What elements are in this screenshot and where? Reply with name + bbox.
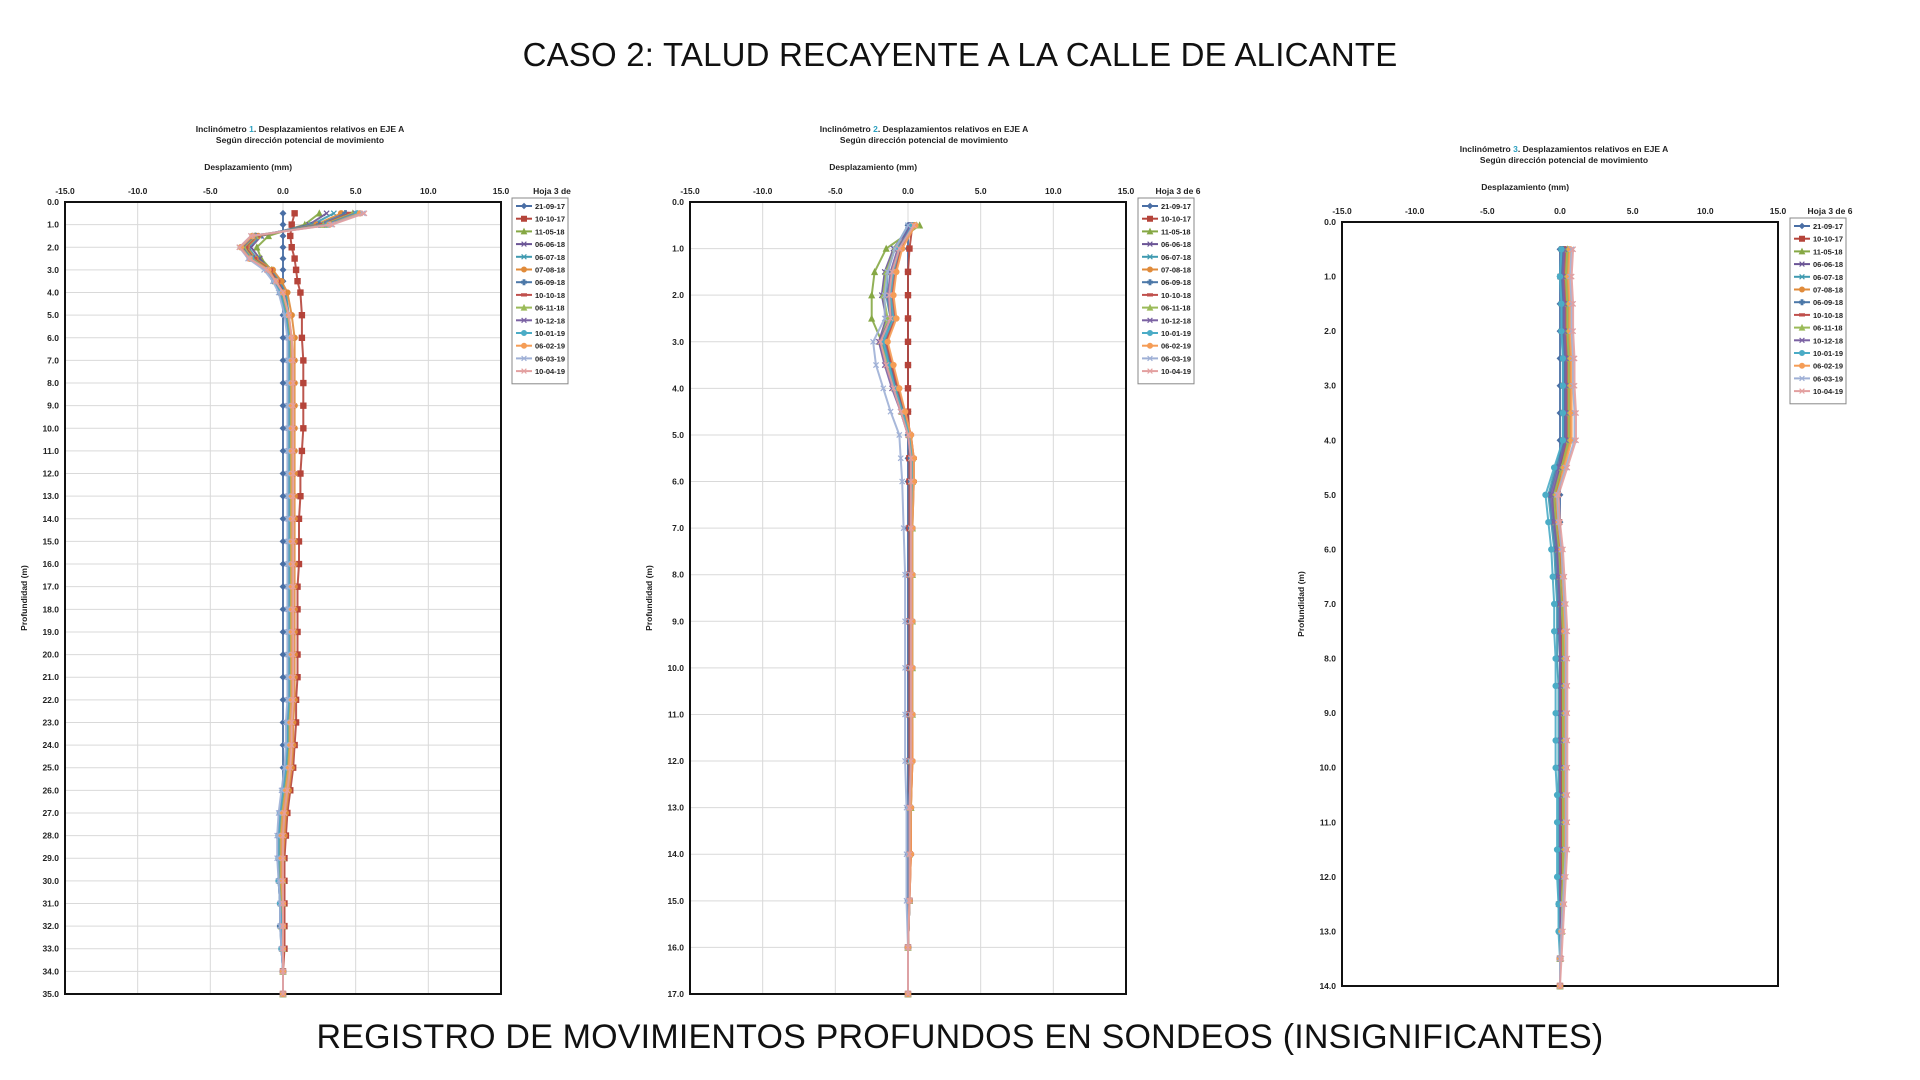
series-point xyxy=(288,233,293,238)
series-point xyxy=(1559,329,1564,334)
x-tick-label: -10.0 xyxy=(752,186,773,196)
chart-subtitle: Según dirección potencial de movimiento xyxy=(1479,155,1649,165)
y-tick-label: 8.0 xyxy=(47,378,59,389)
series-point xyxy=(907,246,912,251)
series-line xyxy=(241,213,360,994)
sheet-label: Hoja 3 de xyxy=(533,186,571,196)
legend-marker xyxy=(1148,343,1153,348)
x-tick-label: 5.0 xyxy=(1626,206,1639,216)
y-tick-label: 11.0 xyxy=(42,445,59,456)
x-tick-label: 5.0 xyxy=(974,186,987,196)
y-tick-label: 10.0 xyxy=(42,423,59,434)
legend-label: 06-11-18 xyxy=(1813,323,1843,333)
chart-title-prefix: Inclinómetro xyxy=(819,124,874,134)
y-tick-label: 15.0 xyxy=(667,895,684,906)
series-point xyxy=(289,245,294,250)
legend-label: 06-11-18 xyxy=(535,303,565,313)
legend-marker xyxy=(522,267,527,272)
series-point xyxy=(317,211,322,216)
legend-label: 10-12-18 xyxy=(535,316,566,326)
legend-label: 10-10-18 xyxy=(1161,290,1192,300)
chart-title xyxy=(820,124,1029,134)
series-point xyxy=(894,316,899,321)
y-tick-label: 34.0 xyxy=(42,966,59,977)
y-tick-label: 0.0 xyxy=(47,197,59,207)
y-tick-label: 30.0 xyxy=(42,875,59,886)
series-point xyxy=(1553,765,1558,770)
series-point xyxy=(1557,274,1562,279)
y-tick-label: 3.0 xyxy=(672,336,684,347)
y-tick-label: 2.0 xyxy=(672,290,684,301)
x-tick-label: 0.0 xyxy=(277,186,289,196)
y-tick-label: 33.0 xyxy=(42,943,59,954)
series-point xyxy=(292,256,297,261)
legend-label: 21-09-17 xyxy=(1161,202,1192,211)
y-tick-label: 8.0 xyxy=(1324,653,1336,664)
legend-label: 06-02-19 xyxy=(1813,361,1844,371)
series-point xyxy=(293,267,298,272)
series-point xyxy=(1559,247,1564,252)
series-point xyxy=(280,256,285,261)
series-point xyxy=(869,293,874,298)
sheet-label: Hoja 3 de 6 xyxy=(1155,186,1201,196)
legend-label: 06-07-18 xyxy=(535,252,566,262)
legend-label: 10-10-17 xyxy=(1813,234,1844,244)
series-point xyxy=(298,494,303,499)
y-tick-label: 13.0 xyxy=(667,802,684,813)
series-point xyxy=(298,290,303,295)
y-tick-label: 11.0 xyxy=(1319,817,1336,828)
legend-label: 06-06-18 xyxy=(1813,260,1844,270)
y-tick-label: 16.0 xyxy=(42,559,59,570)
y-tick-label: 14.0 xyxy=(42,513,59,524)
legend-marker xyxy=(522,216,527,221)
x-tick-label: 10.0 xyxy=(1697,206,1714,216)
chart-title xyxy=(1460,144,1669,154)
legend-label: 06-06-18 xyxy=(1161,240,1192,250)
y-tick-label: 11.0 xyxy=(667,709,684,720)
legend-label: 21-09-17 xyxy=(1813,222,1844,231)
series-point xyxy=(1553,711,1558,716)
series-point xyxy=(292,211,297,216)
y-tick-label: 17.0 xyxy=(42,581,59,592)
y-tick-label: 2.0 xyxy=(1324,326,1336,337)
y-tick-label: 18.0 xyxy=(42,604,59,615)
sheet-label: Hoja 3 de 6 xyxy=(1807,206,1853,216)
y-tick-label: 6.0 xyxy=(672,476,684,487)
y-tick-label: 4.0 xyxy=(47,287,59,298)
legend-marker xyxy=(522,294,527,296)
legend-label: 10-01-19 xyxy=(1813,349,1844,358)
y-tick-label: 16.0 xyxy=(667,942,684,953)
y-tick-label: 17.0 xyxy=(667,989,684,999)
y-tick-label: 7.0 xyxy=(47,355,59,366)
series-point xyxy=(299,313,304,318)
y-tick-label: 21.0 xyxy=(42,672,59,683)
y-axis-label: Profundidad (m) xyxy=(1296,571,1306,637)
legend-label: 10-01-19 xyxy=(535,329,566,338)
legend-marker xyxy=(1148,331,1153,336)
x-axis-label: Desplazamiento (mm) xyxy=(204,162,293,172)
legend-label: 11-05-18 xyxy=(535,227,565,237)
x-tick-label: 0.0 xyxy=(1554,206,1566,216)
y-tick-label: 12.0 xyxy=(1319,871,1336,882)
x-tick-label: -15.0 xyxy=(1332,206,1352,216)
series-point xyxy=(1546,520,1551,525)
series-point xyxy=(905,316,910,321)
chart-title-number: 2 xyxy=(873,124,878,134)
y-axis-label: Profundidad (m) xyxy=(644,565,654,631)
legend-label: 10-10-17 xyxy=(535,214,566,224)
y-tick-label: 14.0 xyxy=(667,849,684,860)
legend-label: 06-11-18 xyxy=(1161,303,1191,313)
legend-marker xyxy=(1800,351,1805,356)
legend-label: 06-03-19 xyxy=(1813,374,1844,384)
y-tick-label: 4.0 xyxy=(672,383,684,394)
y-tick-label: 9.0 xyxy=(1324,708,1336,719)
y-tick-label: 5.0 xyxy=(1324,489,1336,500)
x-tick-label: -10.0 xyxy=(127,186,148,196)
series-point xyxy=(1560,383,1565,388)
series-point xyxy=(299,448,304,453)
y-tick-label: 0.0 xyxy=(672,197,684,207)
x-tick-label: -10.0 xyxy=(1404,206,1425,216)
legend-label: 07-08-18 xyxy=(535,265,566,275)
legend-label: 10-12-18 xyxy=(1161,316,1192,326)
legend-label: 06-06-18 xyxy=(535,240,566,250)
series-point xyxy=(1553,683,1558,688)
y-tick-label: 1.0 xyxy=(47,219,59,230)
series-point xyxy=(1554,874,1559,879)
y-axis-label: Profundidad (m) xyxy=(19,565,29,631)
y-tick-label: 6.0 xyxy=(1324,544,1336,555)
chart-title-rest: . Desplazamientos relativos en EJE A xyxy=(877,124,1029,134)
legend-label: 21-09-17 xyxy=(535,202,566,211)
legend-label: 10-04-19 xyxy=(1813,387,1844,397)
y-tick-label: 10.0 xyxy=(667,662,684,673)
y-tick-label: 23.0 xyxy=(42,717,59,728)
series-point xyxy=(298,471,303,476)
y-tick-label: 4.0 xyxy=(1324,435,1336,446)
series-point xyxy=(1560,356,1565,361)
series-point xyxy=(905,269,910,274)
series-point xyxy=(1543,492,1548,497)
y-tick-label: 5.0 xyxy=(672,429,684,440)
inclinometer-chart-2 xyxy=(630,110,1250,1010)
series-point xyxy=(897,386,902,391)
legend-label: 10-10-18 xyxy=(535,290,566,300)
series-point xyxy=(1553,656,1558,661)
legend-marker xyxy=(1148,216,1153,221)
y-tick-label: 29.0 xyxy=(42,853,59,864)
chart-title-number: 3 xyxy=(1513,144,1518,154)
series-point xyxy=(280,211,285,216)
y-tick-label: 35.0 xyxy=(42,989,59,999)
legend-label: 06-09-18 xyxy=(535,278,566,288)
series-point xyxy=(1552,629,1557,634)
y-tick-label: 9.0 xyxy=(672,616,684,627)
page-title: CASO 2: TALUD RECAYENTE A LA CALLE DE ALICANTE xyxy=(522,36,1398,73)
series-point xyxy=(280,233,285,238)
x-axis-label: Desplazamiento (mm) xyxy=(1481,182,1570,192)
legend-label: 06-09-18 xyxy=(1161,278,1192,288)
series-point xyxy=(301,380,306,385)
x-tick-label: -15.0 xyxy=(55,186,75,196)
x-tick-label: 5.0 xyxy=(349,186,362,196)
y-tick-label: 3.0 xyxy=(47,264,59,275)
chart-title-rest: . Desplazamientos relativos en EJE A xyxy=(1517,144,1669,154)
series-line xyxy=(241,213,357,994)
legend-marker xyxy=(1800,363,1805,368)
series-point xyxy=(891,362,896,367)
y-tick-label: 2.0 xyxy=(47,242,59,253)
legend-marker xyxy=(1800,314,1805,316)
x-tick-label: -15.0 xyxy=(680,186,700,196)
series-point xyxy=(289,222,294,227)
y-tick-label: 13.0 xyxy=(42,491,59,502)
legend-label: 06-07-18 xyxy=(1161,252,1192,262)
x-tick-label: -5.0 xyxy=(1480,206,1495,216)
y-tick-label: 0.0 xyxy=(1324,217,1336,227)
legend-label: 06-03-19 xyxy=(535,354,566,364)
y-tick-label: 24.0 xyxy=(42,740,59,751)
series-point xyxy=(1554,820,1559,825)
y-tick-label: 12.0 xyxy=(667,756,684,767)
x-tick-label: 0.0 xyxy=(902,186,914,196)
series-point xyxy=(1553,738,1558,743)
legend-label: 06-02-19 xyxy=(1161,341,1192,351)
y-tick-label: 7.0 xyxy=(672,523,684,534)
legend-label: 06-02-19 xyxy=(535,341,566,351)
x-tick-label: 15.0 xyxy=(492,186,510,196)
legend-label: 06-03-19 xyxy=(1161,354,1192,364)
y-tick-label: 12.0 xyxy=(42,468,59,479)
chart-title-rest: . Desplazamientos relativos en EJE A xyxy=(253,124,405,134)
series-point xyxy=(905,386,910,391)
y-tick-label: 31.0 xyxy=(42,898,59,909)
series-point xyxy=(1554,792,1559,797)
series-point xyxy=(299,335,304,340)
series-point xyxy=(301,358,306,363)
series-point xyxy=(1560,410,1565,415)
figure-caption: REGISTRO DE MOVIMIENTOS PROFUNDOS EN SONDEOS (INSIGNIFICANTES) xyxy=(316,1018,1604,1056)
legend-marker xyxy=(1800,236,1805,241)
y-tick-label: 26.0 xyxy=(42,785,59,796)
chart-subtitle: Según dirección potencial de movimiento xyxy=(839,135,1009,145)
legend-marker xyxy=(522,331,527,336)
x-axis-label: Desplazamiento (mm) xyxy=(829,162,918,172)
series-point xyxy=(301,403,306,408)
legend-label: 10-04-19 xyxy=(1161,367,1192,377)
legend-marker xyxy=(1148,267,1153,272)
series-point xyxy=(905,293,910,298)
series-point xyxy=(295,279,300,284)
y-tick-label: 14.0 xyxy=(1319,981,1336,991)
y-tick-label: 5.0 xyxy=(47,310,59,321)
y-tick-label: 28.0 xyxy=(42,830,59,841)
x-tick-label: 15.0 xyxy=(1769,206,1787,216)
y-tick-label: 27.0 xyxy=(42,807,59,818)
series-point xyxy=(1550,574,1555,579)
series-point xyxy=(905,362,910,367)
legend-marker xyxy=(522,343,527,348)
series-line xyxy=(242,213,355,994)
series-point xyxy=(1552,601,1557,606)
chart-subtitle: Según dirección potencial de movimiento xyxy=(215,135,385,145)
x-tick-label: 10.0 xyxy=(420,186,437,196)
series-point xyxy=(1554,847,1559,852)
legend-label: 07-08-18 xyxy=(1161,265,1192,275)
series-point xyxy=(1560,438,1565,443)
legend-marker xyxy=(1148,294,1153,296)
legend-label: 07-08-18 xyxy=(1813,285,1844,295)
series-point xyxy=(885,339,890,344)
x-tick-label: -5.0 xyxy=(828,186,843,196)
y-tick-label: 25.0 xyxy=(42,762,59,773)
chart-title-prefix: Inclinómetro xyxy=(195,124,250,134)
x-tick-label: 15.0 xyxy=(1117,186,1135,196)
series-point xyxy=(280,222,285,227)
legend-label: 11-05-18 xyxy=(1813,247,1843,257)
legend-label: 06-09-18 xyxy=(1813,298,1844,308)
y-tick-label: 1.0 xyxy=(1324,271,1336,282)
legend-label: 11-05-18 xyxy=(1161,227,1191,237)
series-point xyxy=(301,426,306,431)
y-tick-label: 32.0 xyxy=(42,921,59,932)
legend-marker xyxy=(1800,287,1805,292)
chart-title-number: 1 xyxy=(249,124,254,134)
legend-label: 06-07-18 xyxy=(1813,272,1844,282)
legend-label: 10-12-18 xyxy=(1813,336,1844,346)
series-point xyxy=(1559,301,1564,306)
y-tick-label: 6.0 xyxy=(47,332,59,343)
chart-title xyxy=(196,124,405,134)
legend-label: 10-01-19 xyxy=(1161,329,1192,338)
y-tick-label: 8.0 xyxy=(672,569,684,580)
series-point xyxy=(905,339,910,344)
y-tick-label: 15.0 xyxy=(42,536,59,547)
series-point xyxy=(1552,465,1557,470)
y-tick-label: 13.0 xyxy=(1319,926,1336,937)
legend-label: 10-04-19 xyxy=(535,367,566,377)
y-tick-label: 1.0 xyxy=(672,243,684,254)
legend-label: 10-10-17 xyxy=(1161,214,1192,224)
x-tick-label: 10.0 xyxy=(1045,186,1062,196)
series-point xyxy=(280,245,285,250)
y-tick-label: 9.0 xyxy=(47,400,59,411)
y-tick-label: 20.0 xyxy=(42,649,59,660)
series-point xyxy=(1549,547,1554,552)
series-point xyxy=(280,267,285,272)
series-point xyxy=(869,316,874,321)
y-tick-label: 19.0 xyxy=(42,626,59,637)
inclinometer-chart-3 xyxy=(1270,130,1910,1010)
y-tick-label: 22.0 xyxy=(42,694,59,705)
x-tick-label: -5.0 xyxy=(203,186,218,196)
y-tick-label: 7.0 xyxy=(1324,599,1336,609)
y-tick-label: 10.0 xyxy=(1319,762,1336,773)
y-tick-label: 3.0 xyxy=(1324,380,1336,391)
chart-title-prefix: Inclinómetro xyxy=(1459,144,1514,154)
legend-label: 10-10-18 xyxy=(1813,310,1844,320)
inclinometer-chart-1 xyxy=(0,110,600,1010)
